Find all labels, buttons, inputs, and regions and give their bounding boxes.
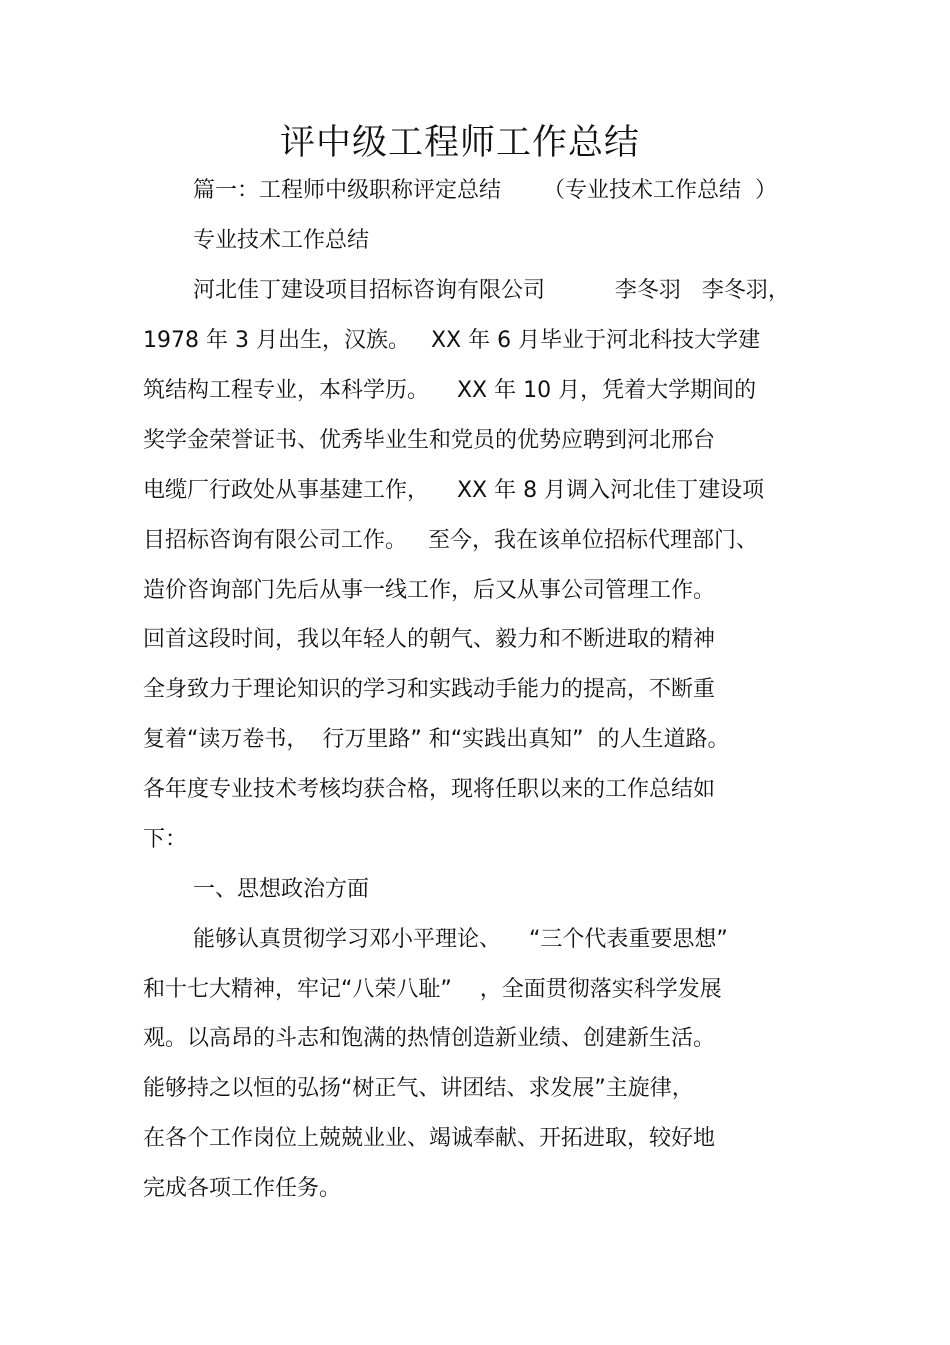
paragraph-line: 河北佳丁建设项目招标咨询有限公司 李冬羽 李冬羽， [193,278,790,303]
paragraph-line: 造价咨询部门先后从事一线工作，后又从事公司管理工作。 [143,578,716,603]
paragraph-line: 复着“读万卷书， 行万里路” 和“实践出真知” 的人生道路。 [143,727,730,752]
document-title: 评中级工程师工作总结 [279,123,640,163]
paragraph-line: 电缆厂行政处从事基建工作， XX 年 8 月调入河北佳丁建设项 [143,478,765,503]
paragraph-line: 完成各项工作任务。 [143,1176,342,1201]
paragraph-line: 和十七大精神，牢记“八荣八耻” ，全面贯彻落实科学发展 [143,977,722,1002]
paragraph-line: 在各个工作岗位上兢兢业业、竭诚奉献、开拓进取，较好地 [143,1126,716,1151]
paragraph-line: 奖学金荣誉证书、优秀毕业生和党员的优势应聘到河北邢台 [143,428,716,453]
paragraph-line: 观。以高昂的斗志和饱满的热情创造新业绩、创建新生活。 [143,1026,716,1051]
paragraph-line: 目招标咨询有限公司工作。 至今，我在该单位招标代理部门、 [143,528,758,553]
paragraph-line: 下： [143,827,188,852]
paragraph-line: 回首这段时间，我以年轻人的朝气、毅力和不断进取的精神 [143,627,716,652]
paragraph-line: 1978 年 3 月出生，汉族。 XX 年 6 月毕业于河北科技大学建 [143,328,761,353]
paragraph-line: 专业技术工作总结 [193,228,370,253]
paragraph-line: 篇一：工程师中级职称评定总结 （专业技术工作总结 ） [193,178,777,203]
paragraph-line: 筑结构工程专业，本科学历。 XX 年 10 月，凭着大学期间的 [143,378,757,403]
paragraph-line: 能够认真贯彻学习邓小平理论、 “三个代表重要思想” [193,927,728,952]
paragraph-line: 各年度专业技术考核均获合格，现将任职以来的工作总结如 [143,777,716,802]
paragraph-line: 能够持之以恒的弘扬“树正气、讲团结、求发展”主旋律， [143,1076,694,1101]
paragraph-line: 全身致力于理论知识的学习和实践动手能力的提高，不断重 [143,677,716,702]
section-heading: 一、思想政治方面 [193,877,370,902]
